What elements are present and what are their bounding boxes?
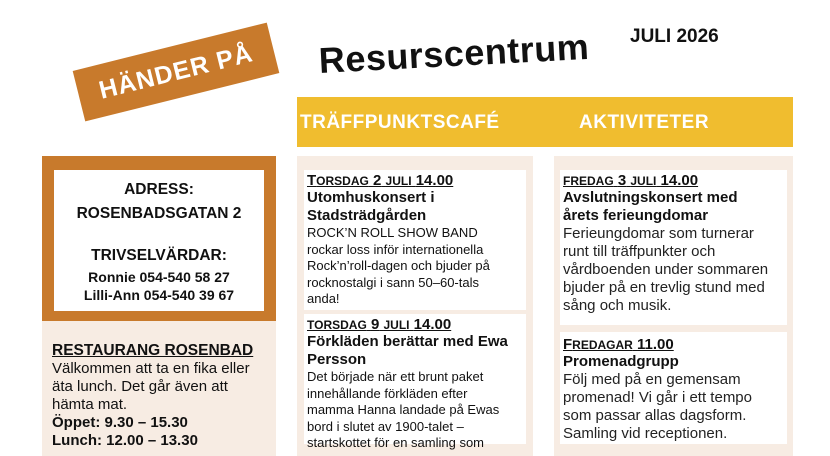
event-desc-2e: startskottet för en samling som: [307, 435, 485, 450]
restaurant-open: Öppet: 9.30 – 15.30: [52, 414, 188, 431]
restaurant-title: RESTAURANG ROSENBAD: [52, 342, 254, 359]
month-label: JULI 2026: [630, 26, 719, 47]
activity-event-card-2: [560, 332, 787, 444]
event-date-2: TORSDAG 9 JULI 14.00: [307, 316, 452, 333]
activity-desc-2a: Följ med på en gemensam: [563, 371, 741, 388]
address-street: ROSENBADSGATAN 2: [76, 205, 242, 222]
restaurant-section: [52, 342, 272, 450]
event-date-1: TORSDAG 2 JULI 14.00: [307, 172, 454, 189]
page-title: Resurscentrum: [317, 25, 591, 82]
activity-desc-1a: Ferieungdomar som turnerar: [563, 225, 754, 242]
address-card: [54, 170, 264, 311]
event-desc-2d: bord i slutet av 1900-talet –: [307, 418, 464, 434]
activity-desc-1c: vårdboenden under sommaren: [563, 261, 769, 278]
header-badge: [73, 23, 280, 122]
event-title-1b: Stadsträdgården: [307, 207, 427, 224]
header-badge-text: HÄNDER PÅ: [96, 38, 256, 105]
activity-title-1a: Avslutningskonsert med: [563, 189, 738, 206]
restaurant-text-3: hämta mat.: [52, 396, 128, 413]
activity-title-1b: årets ferieungdomar: [563, 207, 709, 224]
activity-desc-1e: sång och musik.: [563, 297, 672, 314]
activity-date-2: FREDAGAR 11.00: [563, 336, 674, 353]
cafe-event-card-2: [304, 314, 526, 450]
section-title-activities: AKTIVITETER: [579, 112, 710, 133]
cafe-event-card-1: [304, 170, 526, 310]
restaurant-text-2: äta lunch. Det går även att: [52, 378, 228, 395]
event-title-2b: Persson: [307, 351, 367, 368]
event-title-1a: Utomhuskonsert i: [307, 189, 435, 206]
activity-desc-2c: som passar allas dagsform.: [563, 407, 747, 424]
restaurant-lunch: Lunch: 12.00 – 13.30: [52, 432, 198, 449]
host-ronnie: Ronnie 054-540 58 27: [88, 269, 230, 285]
event-desc-2b: innehållande förkläden efter: [307, 385, 468, 401]
activity-desc-1b: runt till träffpunkter och: [563, 243, 716, 260]
event-desc-1d: rocknostalgi i sann 50–60-tals: [307, 274, 479, 290]
event-desc-1a: ROCK’N ROLL SHOW BAND: [307, 225, 478, 240]
event-desc-2a: Det började när ett brunt paket: [307, 369, 484, 384]
activity-desc-1d: bjuder på en trevlig stund med: [563, 279, 765, 296]
event-desc-1c: Rock’n’roll-dagen och bjuder på: [307, 258, 490, 273]
section-title-cafe: TRÄFFPUNKTSCAFÉ: [300, 112, 500, 133]
event-desc-1b: rockar loss inför internationella: [307, 241, 484, 257]
activity-desc-2d: Samling vid receptionen.: [563, 425, 728, 442]
activity-title-2: Promenadgrupp: [563, 353, 679, 370]
activity-desc-2b: promenad! Vi går i ett tempo: [563, 389, 752, 406]
restaurant-text-1: Välkommen att ta en fika eller: [52, 360, 250, 377]
event-desc-1e: anda!: [307, 291, 340, 306]
event-desc-2c: mamma Hanna landade på Ewas: [307, 402, 500, 417]
host-lilli-ann: Lilli-Ann 054-540 39 67: [83, 287, 235, 303]
activity-date-1: FREDAG 3 JULI 14.00: [563, 172, 699, 189]
hosts-label: TRIVSELVÄRDAR:: [91, 247, 227, 264]
activity-event-card-1: [560, 170, 787, 325]
event-title-2a: Förkläden berättar med Ewa: [307, 333, 508, 350]
address-label: ADRESS:: [124, 181, 194, 198]
